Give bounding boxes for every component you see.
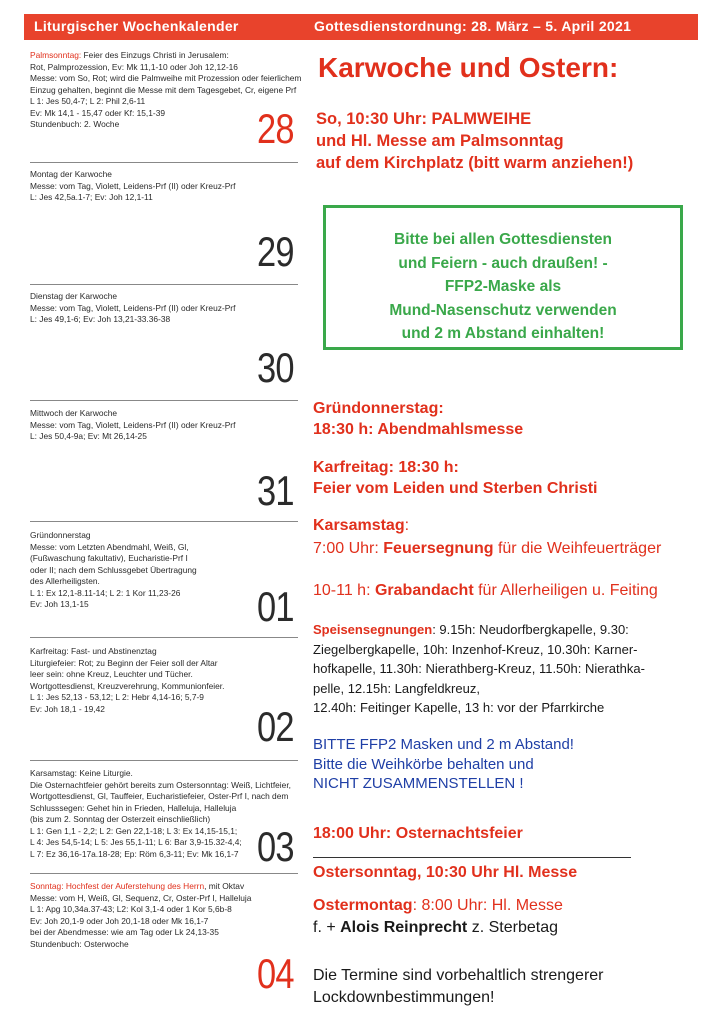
notice-line: und 2 m Abstand einhalten! xyxy=(401,325,605,342)
cal-line-text: (Fußwaschung fakultativ), Eucharistie-Prf I xyxy=(30,553,188,563)
palm-line: und Hl. Messe am Palmsonntag xyxy=(316,132,564,150)
cal-day-01 xyxy=(30,530,298,630)
cal-line xyxy=(30,669,298,681)
blue-line: Bitte die Weihkörbe behalten und xyxy=(313,755,534,773)
cal-line xyxy=(30,939,298,951)
speisen-line: Ziegelbergkapelle, 10h: Inzenhof-Kreuz, 10.30h: Karner- xyxy=(313,641,638,657)
mask-notice-box xyxy=(323,205,683,350)
karfreitag-time: Feier vom Leiden und Sterben Christi xyxy=(313,480,598,497)
cal-divider xyxy=(30,521,298,522)
feuer-label: Feuersegnung xyxy=(383,540,494,557)
cal-line-text: Wortgottesdienst, Kreuzverehrung, Kommunionfeier. xyxy=(30,680,225,691)
cal-line-text: Messe: vom Letzten Abendmahl, Weiß, Gl, xyxy=(30,541,189,552)
cal-line xyxy=(30,692,298,704)
cal-line-text: Die Osternachtfeier gehört bereits zum Ostersonntag: Weiß, Lichtfeier, xyxy=(30,779,291,790)
cal-line-text: Stundenbuch: 2. Woche xyxy=(30,119,120,129)
cal-line xyxy=(30,927,298,939)
cal-line-text: Messe: vom Tag, Violett, Leidens-Prf (II) oder Kreuz-Prf xyxy=(30,419,236,430)
footer-line: Die Termine sind vorbehaltlich strengerer xyxy=(313,967,604,984)
header-bar xyxy=(24,14,698,40)
speisen-line: : 9.15h: Neudorfbergkapelle, 9.30: xyxy=(432,622,629,637)
speisen-line: hofkapelle, 11.30h: Nierathberg-Kreuz, 11.50h: Nierathka- xyxy=(313,661,645,676)
cal-line-text: Montag der Karwoche xyxy=(30,169,112,179)
cal-line xyxy=(30,791,298,803)
cal-line xyxy=(30,169,298,181)
cal-divider xyxy=(30,400,298,401)
cal-line-text: Messe: vom Tag, Violett, Leidens-Prf (II) oder Kreuz-Prf xyxy=(30,180,236,191)
cal-line-text: L: Jes 42,5a.1-7; Ev: Joh 12,1-11 xyxy=(30,192,153,202)
cal-day-28 xyxy=(30,50,302,152)
cal-line-text: Mittwoch der Karwoche xyxy=(30,408,118,418)
gruendonnerstag-block xyxy=(313,398,523,440)
cal-divider xyxy=(30,873,298,874)
cal-line xyxy=(30,916,298,928)
osternacht-line: 18:00 Uhr: Osternachtsfeier xyxy=(313,825,523,842)
cal-line xyxy=(30,803,298,815)
speisen-line: 12.40h: Feitinger Kapelle, 13 h: vor der Pfarrkirche xyxy=(313,700,605,715)
cal-line-text: Rot, Palmprozession, Ev: Mk 11,1-10 oder Joh 12,12-16 xyxy=(30,61,238,72)
cal-line-text: Liturgiefeier: Rot; zu Beginn der Feier soll der Altar xyxy=(30,657,218,668)
cal-line-text: L 1: Jes 50,4-7; L 2: Phil 2,6-11 xyxy=(30,96,146,106)
cal-day-31 xyxy=(30,408,298,514)
notice-line: Bitte bei allen Gottesdiensten xyxy=(394,231,612,248)
cal-day-number: 29 xyxy=(257,228,294,275)
cal-line-text: L 1: Apg 10,34a.37-43; L2: Kol 3,1-4 oder 1 Kor 5,6b-8 xyxy=(30,904,232,914)
cal-line-text: Einzug gehalten, beginnt die Messe mit dem Tagesgebet, Cr, eigene Prf xyxy=(30,84,297,95)
cal-line xyxy=(30,893,298,905)
palm-sunday-notice xyxy=(316,108,633,174)
cal-line-text: Dienstag der Karwoche xyxy=(30,291,118,301)
karfreitag-block xyxy=(313,457,598,499)
cal-line xyxy=(30,85,298,97)
cal-line xyxy=(30,181,298,193)
cal-line-text: Wortgottesdienst, Gl, Tauffeier, Eucharistiefeier, Oster-Prf I, nach dem xyxy=(30,791,289,801)
cal-line-text: Gründonnerstag xyxy=(30,530,91,540)
sterbetag-name: Alois Reinprecht xyxy=(340,919,468,936)
cal-line-text: bei der Abendmesse: wie am Tag oder Lk 24,13-35 xyxy=(30,927,219,937)
notice-line: und Feiern - auch draußen! - xyxy=(398,254,608,272)
cal-line xyxy=(30,904,298,916)
cal-line-text: Stundenbuch: Osterwoche xyxy=(30,938,129,949)
cal-line xyxy=(30,658,298,670)
karsamstag-colon: : xyxy=(404,517,410,534)
ostermontag-block xyxy=(313,895,563,938)
notice-line: FFP2-Maske als xyxy=(444,278,562,295)
gruendonnerstag-heading: Gründonnerstag: xyxy=(313,400,444,417)
cal-line xyxy=(30,73,302,85)
gruendonnerstag-time: 18:30 h: Abendmahlsmesse xyxy=(313,421,524,438)
ostermontag-heading: Ostermontag xyxy=(313,897,413,914)
sterbetag-pre: f. + xyxy=(313,919,341,936)
cal-line xyxy=(30,530,298,542)
cal-day-number: 30 xyxy=(257,344,294,391)
sterbetag-post: z. Sterbetag xyxy=(467,919,558,936)
cal-line xyxy=(30,62,298,74)
ostersonntag-line: Ostersonntag, 10:30 Uhr Hl. Messe xyxy=(313,864,578,881)
blue-line: NICHT ZUSAMMENSTELLEN ! xyxy=(313,775,524,792)
cal-divider xyxy=(30,760,298,761)
speisen-line: pelle, 12.15h: Langfeldkreuz, xyxy=(313,680,480,696)
cal-day-03 xyxy=(30,768,298,870)
cal-line xyxy=(30,431,298,443)
divider-line xyxy=(313,857,631,858)
cal-line-text: Ev: Joh 18,1 - 19,42 xyxy=(30,703,105,714)
cal-line xyxy=(30,291,298,303)
cal-divider xyxy=(30,637,298,638)
cal-day-number: 03 xyxy=(257,823,294,870)
cal-line-text: L: Jes 50,4-9a; Ev: Mt 26,14-25 xyxy=(30,431,147,441)
cal-line xyxy=(30,681,298,693)
cal-line xyxy=(30,192,298,204)
cal-line xyxy=(30,420,298,432)
blue-line: BITTE FFP2 Masken und 2 m Abstand! xyxy=(313,736,574,753)
feuer-rest: für die Weihfeuerträger xyxy=(493,540,662,557)
cal-line-red: Palmsonntag: xyxy=(30,50,82,60)
cal-line-text: L 1: Gen 1,1 - 2,2; L 2: Gen 22,1-18; L 3: Ex 14,15-15,1; xyxy=(30,825,238,836)
cal-line xyxy=(30,780,298,792)
feuer-time: 7:00 Uhr: xyxy=(313,540,384,557)
cal-line-text: Messe: vom So, Rot; wird die Palmweihe mit Prozession oder feierlichem xyxy=(30,73,302,83)
grab-rest: für Allerheiligen u. Feiting xyxy=(473,582,658,599)
cal-line-text: (bis zum 2. Sonntag der Osterzeit einschließlich) xyxy=(30,814,211,824)
cal-line xyxy=(30,553,298,565)
notice-line: Mund-Nasenschutz verwenden xyxy=(389,301,617,319)
cal-line-text: leer sein: ohne Kreuz, Leuchter und Tücher. xyxy=(30,669,193,679)
footer-note xyxy=(313,965,604,1009)
cal-line xyxy=(30,542,298,554)
cal-line xyxy=(30,303,298,315)
cal-line-text: Karsamstag: Keine Liturgie. xyxy=(30,768,133,778)
cal-line xyxy=(30,50,298,62)
cal-divider xyxy=(30,162,298,163)
cal-line-text: des Allerheiligsten. xyxy=(30,576,100,586)
cal-divider xyxy=(30,284,298,285)
cal-line-text: Ev: Mk 14,1 - 15,47 oder Kf: 15,1-39 xyxy=(30,107,166,118)
cal-day-29 xyxy=(30,169,298,275)
cal-line-text: oder II; nach dem Schlussgebet Übertragung xyxy=(30,564,197,575)
header-right-title: Gottesdienstordnung: 28. März – 5. April 2021 xyxy=(314,18,632,34)
cal-line xyxy=(30,646,298,658)
cal-day-number: 02 xyxy=(257,703,294,750)
blue-warning-block xyxy=(313,735,574,794)
cal-line-text: Messe: vom H, Weiß, Gl, Sequenz, Cr, Oster-Prf I, Halleluja xyxy=(30,892,252,903)
ostermontag-rest: : 8:00 Uhr: Hl. Messe xyxy=(412,897,563,914)
cal-line-text: Ev: Joh 20,1-9 oder Joh 20,1-18 oder Mk 16,1-7 xyxy=(30,915,209,926)
cal-line-text: L: Jes 49,1-6; Ev: Joh 13,21-33.36-38 xyxy=(30,314,171,324)
cal-day-30 xyxy=(30,291,298,391)
cal-day-number: 01 xyxy=(257,583,294,630)
speisensegnungen-block xyxy=(313,620,645,718)
cal-line xyxy=(30,314,298,326)
karsamstag-block xyxy=(313,515,661,559)
header-left-title: Liturgischer Wochenkalender xyxy=(34,18,239,34)
grab-label: Grabandacht xyxy=(374,582,474,599)
footer-line: Lockdownbestimmungen! xyxy=(313,989,495,1006)
cal-day-04 xyxy=(30,881,298,997)
cal-line-text: L 1: Ex 12,1-8.11-14; L 2: 1 Kor 11,23-26 xyxy=(30,587,181,598)
cal-line-text: , mit Oktav xyxy=(204,881,245,891)
cal-line-text: L 4: Jes 54,5-14; L 5: Jes 55,1-11; L 6: Bar 3,9-15.32-4,4; xyxy=(30,837,242,847)
cal-line-text: Karfreitag: Fast- und Abstinenztag xyxy=(30,646,157,656)
cal-line-text: Feier des Einzugs Christi in Jerusalem: xyxy=(81,50,229,60)
cal-line xyxy=(30,565,298,577)
grab-time: 10-11 h: xyxy=(313,582,375,599)
cal-line-red: Sonntag: Hochfest der Auferstehung des Herrn xyxy=(30,881,205,891)
cal-line xyxy=(30,408,298,420)
karfreitag-heading: Karfreitag: 18:30 h: xyxy=(313,459,459,476)
cal-line-text: L 7: Ez 36,16-17a.18-28; Ep: Röm 6,3-11; Ev: Mk 16,1-7 xyxy=(30,848,239,859)
cal-line xyxy=(30,768,298,780)
cal-day-number: 04 xyxy=(257,950,294,997)
cal-line-text: Schlusssegen: Gehet hin in Frieden, Halleluja, Halleluja xyxy=(30,802,237,813)
grabandacht-line xyxy=(313,580,658,601)
palm-line: So, 10:30 Uhr: PALMWEIHE xyxy=(316,110,532,128)
palm-line: auf dem Kirchplatz (bitt warm anziehen!) xyxy=(316,154,634,172)
cal-line-text: Ev: Joh 13,1-15 xyxy=(30,599,89,609)
cal-line xyxy=(30,881,298,893)
cal-day-number: 31 xyxy=(257,467,294,514)
karsamstag-heading: Karsamstag xyxy=(313,517,405,534)
cal-line-text: L 1: Jes 52,13 - 53,12; L 2: Hebr 4,14-16; 5,7-9 xyxy=(30,692,204,702)
cal-day-02 xyxy=(30,646,298,750)
speisen-heading: Speisensegnungen xyxy=(313,622,433,637)
page-title: Karwoche und Ostern: xyxy=(318,52,619,83)
cal-line-text: Messe: vom Tag, Violett, Leidens-Prf (II) oder Kreuz-Prf xyxy=(30,302,236,313)
cal-day-number: 28 xyxy=(257,105,294,152)
